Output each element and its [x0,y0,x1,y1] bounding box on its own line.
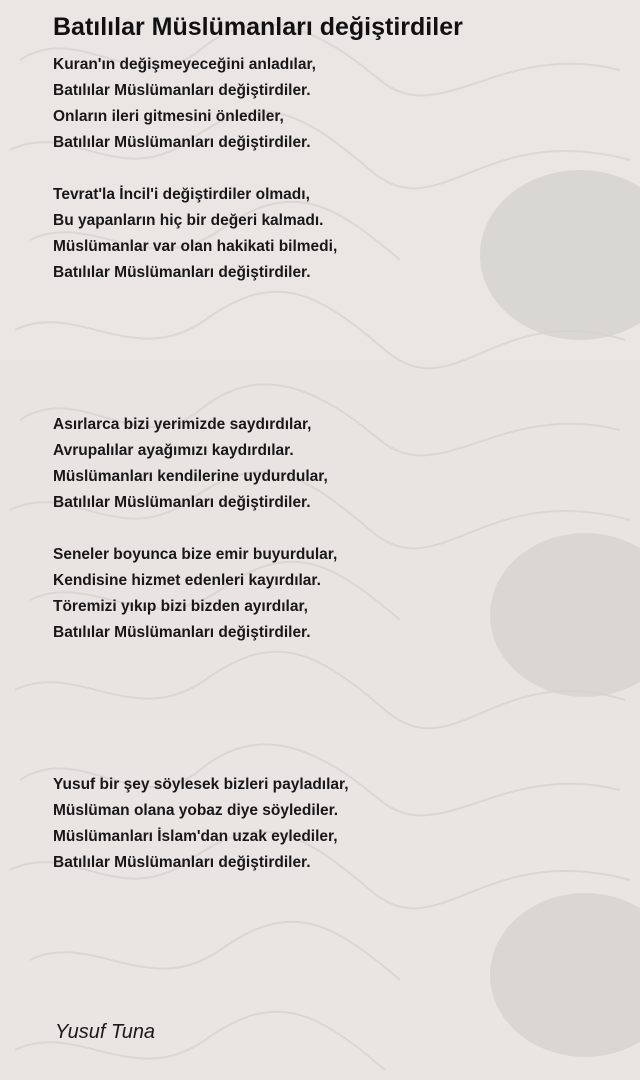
poem-line: Batılılar Müslümanları değiştirdiler. [53,82,311,99]
poem-line: Kendisine hizmet edenleri kayırdılar. [53,572,321,589]
poem-line: Müslümanlar var olan hakikati bilmedi, [53,238,338,255]
poem-title: Batılılar Müslümanları değiştirdiler [53,13,463,41]
stanza-3 [53,412,328,516]
poem-line: Müslüman olana yobaz diye söylediler. [53,802,339,819]
poem-line: Tevrat'la İncil'i değiştirdiler olmadı, [53,186,310,203]
poem-line: Yusuf bir şey söylesek bizleri payladılar, [53,776,349,793]
poem-line: Batılılar Müslümanları değiştirdiler. [53,854,311,871]
stanza-5 [53,772,349,876]
poem-line: Müslümanları İslam'dan uzak eylediler, [53,828,338,845]
poem-line: Kuran'ın değişmeyeceğini anladılar, [53,56,316,73]
poem-line: Onların ileri gitmesini önlediler, [53,108,284,125]
poem-line: Asırlarca bizi yerimizde saydırdılar, [53,416,312,433]
poem-line: Batılılar Müslümanları değiştirdiler. [53,494,311,511]
stanza-4 [53,542,337,646]
stanza-2 [53,182,337,286]
poem-author: Yusuf Tuna [55,1021,156,1043]
poem-line: Seneler boyunca bize emir buyurdular, [53,546,338,563]
poem-line: Töremizi yıkıp bizi bizden ayırdılar, [53,598,308,615]
stanza-1 [53,52,316,156]
poem-line: Bu yapanların hiç bir değeri kalmadı. [53,212,324,229]
poem-line: Batılılar Müslümanları değiştirdiler. [53,264,311,281]
poem-line: Müslümanları kendilerine uydurdular, [53,468,328,485]
poem-line: Batılılar Müslümanları değiştirdiler. [53,134,311,151]
poem-line: Batılılar Müslümanları değiştirdiler. [53,624,311,641]
poem-line: Avrupalılar ayağımızı kaydırdılar. [53,442,294,459]
